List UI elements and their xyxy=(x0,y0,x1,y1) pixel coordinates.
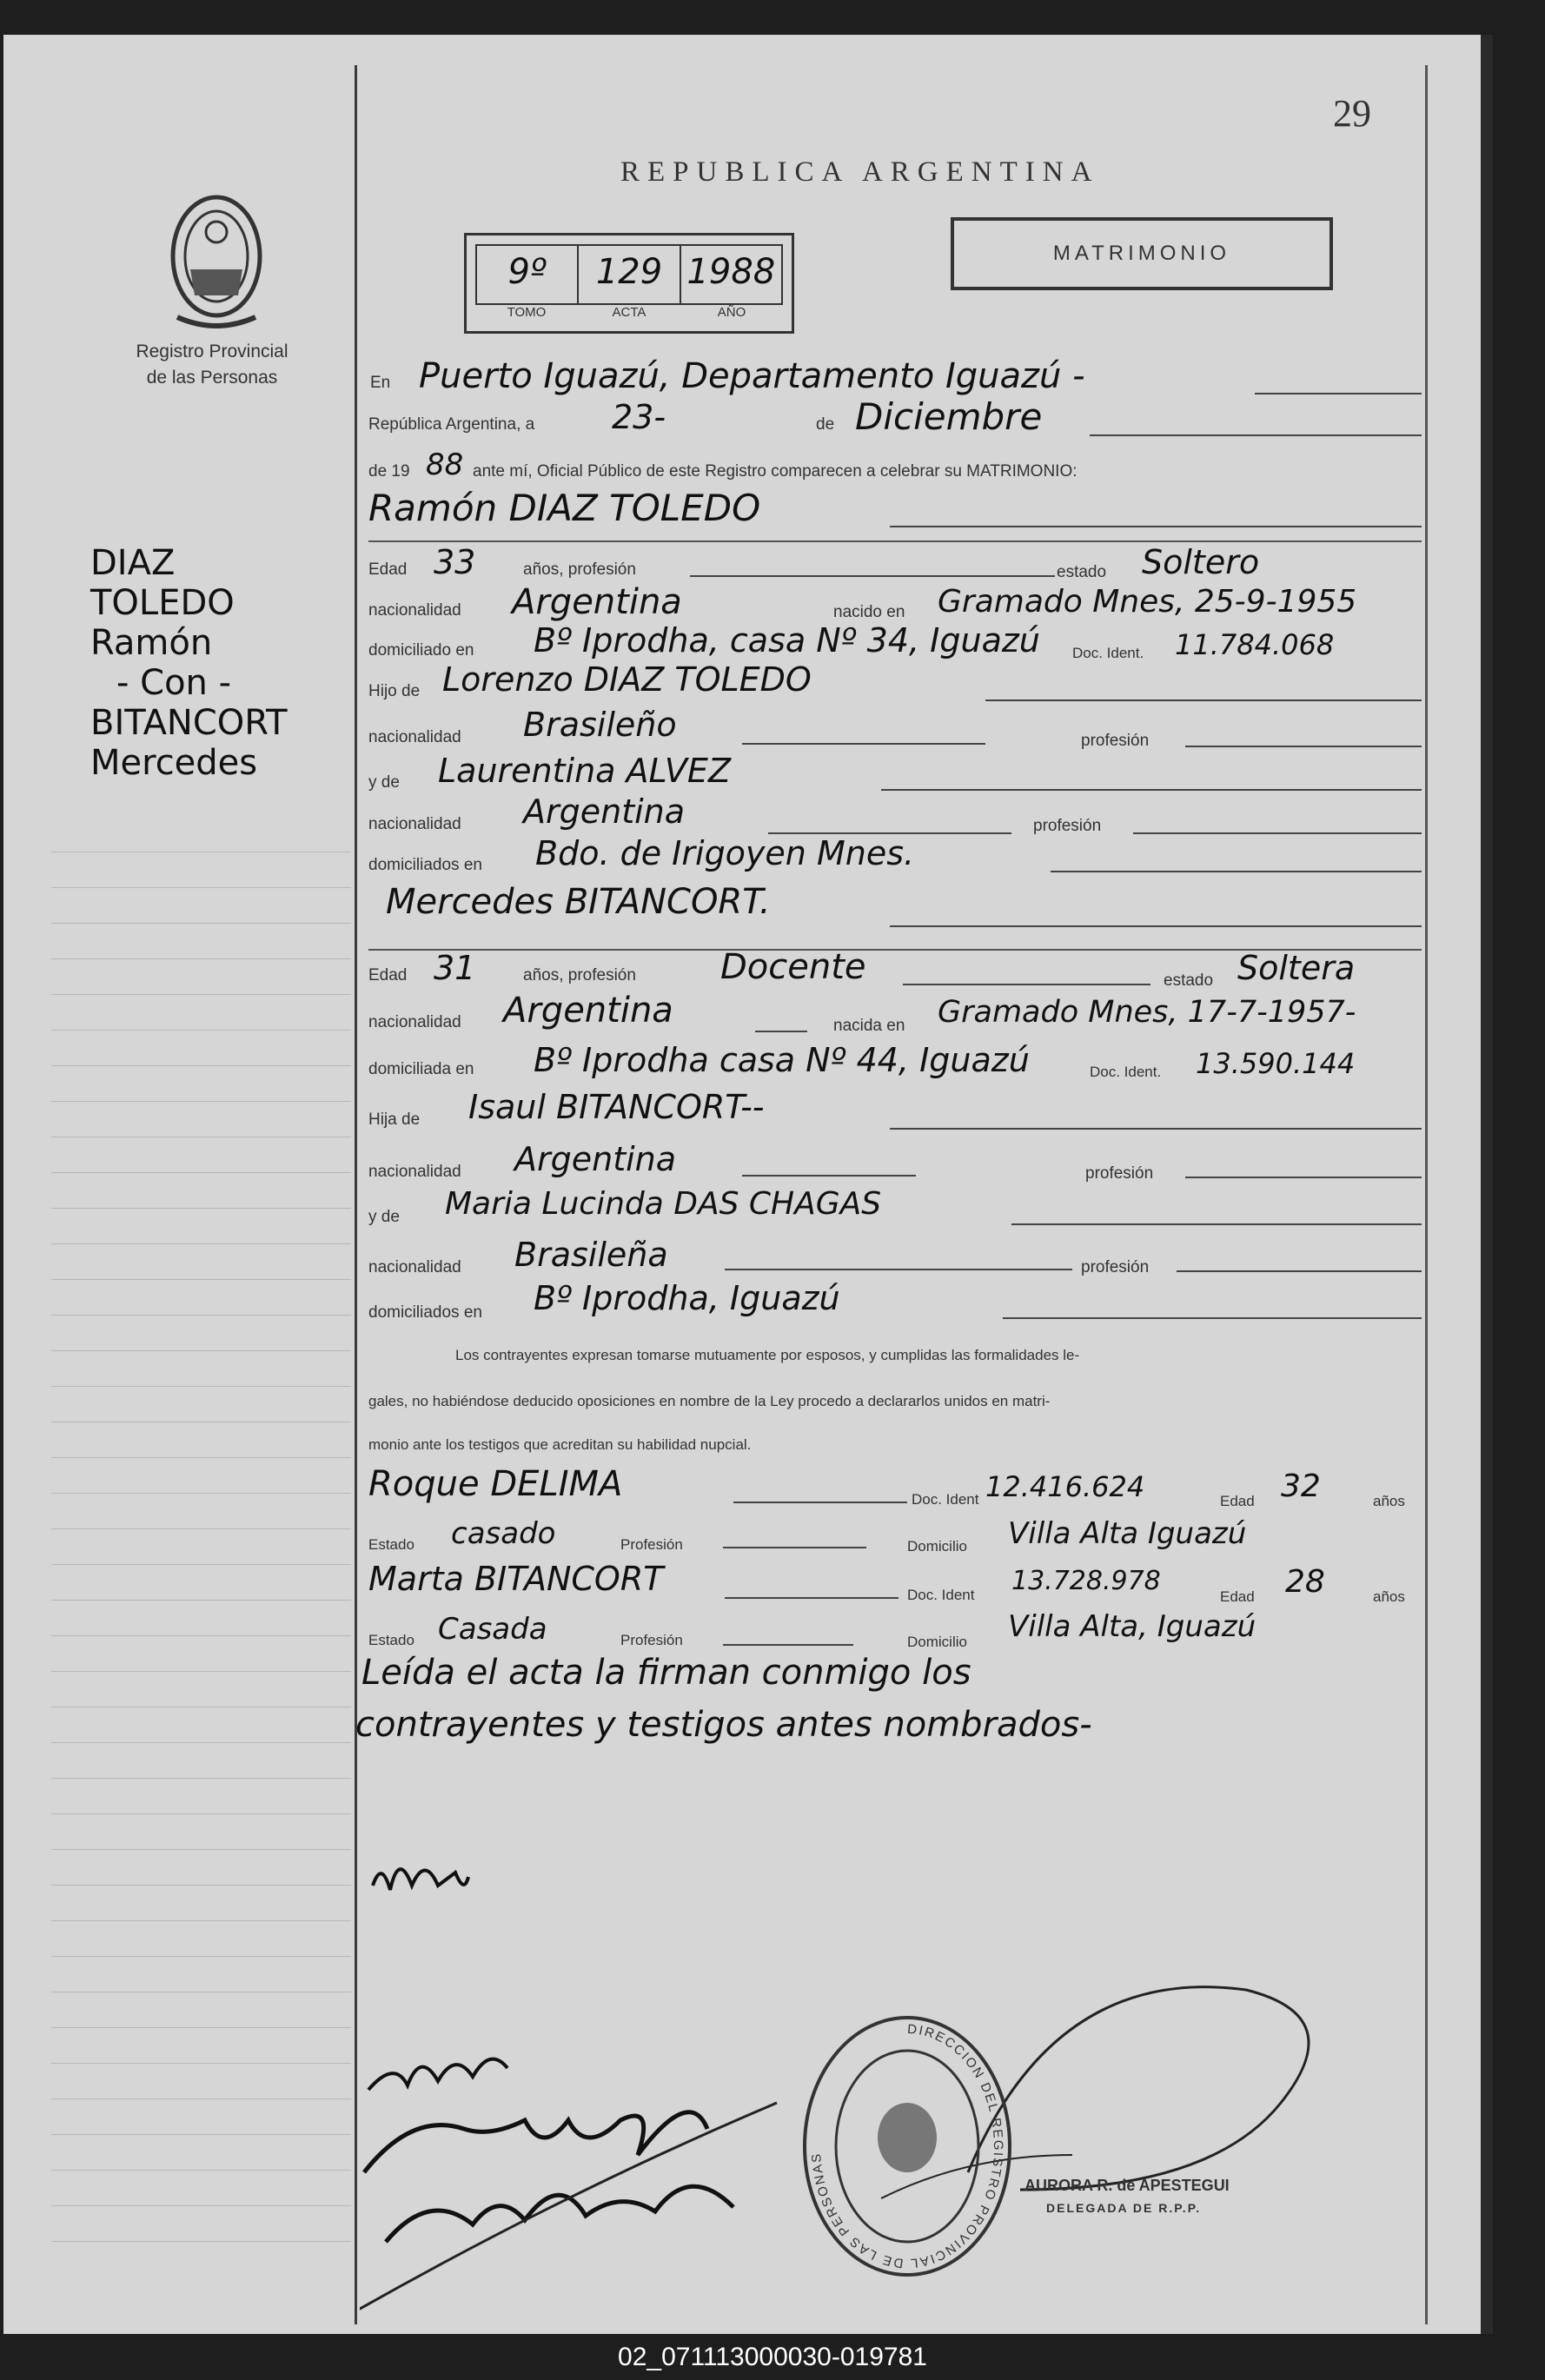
groom-father-nac-label: nacionalidad xyxy=(368,728,461,746)
margin-note-line: DIAZ xyxy=(90,543,176,583)
witness-1-estado-label: Estado xyxy=(368,1536,414,1553)
bride-domicile: Bº Iprodha casa Nº 44, Iguazú xyxy=(534,1041,1030,1079)
bride-doc-label: Doc. Ident. xyxy=(1090,1064,1162,1080)
groom-parents-dom: Bdo. de Irigoyen Mnes. xyxy=(535,834,915,872)
groom-mother-prof-label: profesión xyxy=(1033,817,1102,835)
groom-mother: Laurentina ALVEZ xyxy=(438,752,731,790)
groom-doc: 11.784.068 xyxy=(1175,628,1335,661)
bride-nacida-label: nacida en xyxy=(833,1017,905,1035)
registry-line-1: Registro Provincial xyxy=(136,341,288,361)
witness-1-dom-label: Domicilio xyxy=(907,1538,967,1555)
groom-dom-label: domiciliado en xyxy=(368,641,474,660)
bride-mother-nat: Brasileña xyxy=(514,1236,668,1274)
witness-2-prof-label: Profesión xyxy=(620,1632,683,1648)
witness-2-dom-label: Domicilio xyxy=(907,1634,967,1650)
groom-yde-label: y de xyxy=(368,773,400,792)
groom-father-nat: Brasileño xyxy=(523,706,677,744)
closing-line-2: contrayentes y testigos antes nombrados- xyxy=(355,1705,1092,1745)
groom-mother-nat: Argentina xyxy=(523,792,686,831)
declaration-line-1: Los contrayentes expresan tomarse mutuamente por esposos, y cumplidas las formalidades le- xyxy=(455,1347,1080,1363)
bride-age: 31 xyxy=(434,949,476,987)
de-label: de xyxy=(816,415,835,434)
bride-yde-label: y de xyxy=(368,1208,400,1226)
bride-hija-label: Hija de xyxy=(368,1110,421,1129)
month-value: Diciembre xyxy=(855,395,1043,438)
appearance-statement: ante mí, Oficial Público de este Registro comparecen a celebrar su MATRIMONIO: xyxy=(473,462,1078,481)
official-stamp xyxy=(794,1999,1020,2290)
witness-1-estado: casado xyxy=(451,1516,556,1551)
bride-parents-dom: Bº Iprodha, Iguazú xyxy=(534,1279,840,1317)
witness-2-estado: Casada xyxy=(438,1612,547,1647)
groom-mother-nac-label: nacionalidad xyxy=(368,815,461,833)
bride-parents-dom-label: domiciliados en xyxy=(368,1303,482,1322)
en-label: En xyxy=(370,374,391,392)
groom-domicile: Bº Iprodha, casa Nº 34, Iguazú xyxy=(534,621,1040,660)
bride-father-nac-label: nacionalidad xyxy=(368,1163,461,1181)
margin-note-line: Mercedes xyxy=(90,743,258,783)
groom-estado: Soltero xyxy=(1142,543,1260,581)
bride-father: Isaul BITANCORT-- xyxy=(468,1088,765,1126)
groom-father-prof-label: profesión xyxy=(1081,732,1150,750)
witness-2-domicile: Villa Alta, Iguazú xyxy=(1008,1609,1257,1644)
registry-label xyxy=(125,339,299,391)
bride-mother-nac-label: nacionalidad xyxy=(368,1258,461,1276)
year-prefix: de 19 xyxy=(368,462,410,481)
bride-dom-label: domiciliada en xyxy=(368,1060,474,1078)
bride-estado: Soltera xyxy=(1237,949,1356,987)
declaration-line-2: gales, no habiéndose deducido oposiciones en nombre de la Ley procedo a declararlos unidos en matri- xyxy=(368,1393,1051,1409)
bride-doc: 13.590.144 xyxy=(1196,1047,1356,1080)
place-value: Puerto Iguazú, Departamento Iguazú - xyxy=(419,356,1085,396)
witness-1-name: Roque DELIMA xyxy=(368,1464,623,1504)
bride-signature xyxy=(368,2059,507,2090)
bride-profesion-label: años, profesión xyxy=(523,966,636,984)
groom-nac-label: nacionalidad xyxy=(368,601,461,620)
republic-label: República Argentina, a xyxy=(368,415,535,434)
anio-label: AÑO xyxy=(717,305,746,320)
stamp-ring-text: DIRECCION DEL REGISTRO PROVINCIAL DE LAS PERSONAS xyxy=(809,2021,1005,2271)
stamp-official-name: AURORA R. de APESTEGUI xyxy=(1024,2177,1230,2194)
acta-value: 129 xyxy=(577,244,679,305)
tomo-value: 9º xyxy=(475,244,577,305)
witness-1-domicile: Villa Alta Iguazú xyxy=(1008,1516,1247,1551)
act-number-box xyxy=(464,233,794,334)
declaration-line-3: monio ante los testigos que acreditan su habilidad nupcial. xyxy=(368,1436,752,1453)
bride-born: Gramado Mnes, 17-7-1957- xyxy=(938,995,1356,1030)
groom-age: 33 xyxy=(434,543,476,581)
bride-nationality: Argentina xyxy=(503,991,673,1031)
bride-edad-label: Edad xyxy=(368,966,408,984)
margin-note-line: TOLEDO xyxy=(90,583,235,623)
groom-estado-label: estado xyxy=(1057,563,1107,581)
officer-signature xyxy=(373,1869,468,1890)
bride-father-nat: Argentina xyxy=(514,1140,677,1178)
bride-mother-prof-label: profesión xyxy=(1081,1258,1150,1276)
archive-id-footer: 02_071113000030-019781 xyxy=(0,2334,1545,2380)
witness-2-doc: 13.728.978 xyxy=(1011,1566,1161,1596)
province-emblem xyxy=(160,187,273,339)
tomo-label: TOMO xyxy=(507,305,547,320)
flourish xyxy=(360,2103,777,2311)
bride-estado-label: estado xyxy=(1164,971,1214,990)
witness-1-doc-label: Doc. Ident xyxy=(912,1491,979,1508)
witness-1-edad-label: Edad xyxy=(1220,1493,1255,1509)
groom-father: Lorenzo DIAZ TOLEDO xyxy=(442,660,812,699)
acta-label: ACTA xyxy=(612,305,647,320)
margin-note-line: BITANCORT xyxy=(90,703,288,743)
bride-name: Mercedes BITANCORT. xyxy=(386,882,771,922)
witness-2-anos-label: años xyxy=(1373,1588,1405,1605)
groom-signature xyxy=(364,2112,707,2172)
bride-mother: Maria Lucinda DAS CHAGAS xyxy=(445,1186,882,1222)
groom-nacido-label: nacido en xyxy=(833,603,905,621)
margin-ruled-lines xyxy=(51,817,351,2277)
country-header: REPUBLICA ARGENTINA xyxy=(620,156,1100,188)
margin-note-line: - Con - xyxy=(116,663,232,703)
groom-parents-dom-label: domiciliados en xyxy=(368,856,482,874)
witness-2-doc-label: Doc. Ident xyxy=(907,1587,975,1603)
act-type-box: MATRIMONIO xyxy=(951,217,1333,290)
page-number: 29 xyxy=(1333,92,1371,135)
witness-1-prof-label: Profesión xyxy=(620,1536,683,1553)
groom-edad-label: Edad xyxy=(368,560,408,579)
stamp-official-title: DELEGADA DE R.P.P. xyxy=(1046,2201,1202,2215)
day-value: 23- xyxy=(612,398,666,436)
margin-note-line: Ramón xyxy=(90,623,213,663)
right-border xyxy=(1425,65,1428,2324)
year-suffix: 88 xyxy=(426,447,464,482)
witness-1-anos-label: años xyxy=(1373,1493,1405,1509)
groom-doc-label: Doc. Ident. xyxy=(1072,645,1144,661)
groom-born: Gramado Mnes, 25-9-1955 xyxy=(938,584,1357,620)
margin-note xyxy=(90,543,288,783)
margin-divider xyxy=(355,65,357,2324)
bride-nac-label: nacionalidad xyxy=(368,1013,461,1031)
bride-father-prof-label: profesión xyxy=(1085,1164,1154,1183)
groom-profesion-label: años, profesión xyxy=(523,560,636,579)
closing-line-1: Leída el acta la firman conmigo los xyxy=(361,1653,971,1693)
witness-2-age: 28 xyxy=(1285,1564,1325,1600)
witness-signature xyxy=(386,2186,733,2242)
groom-hijo-label: Hijo de xyxy=(368,682,421,700)
record-page xyxy=(3,35,1493,2334)
witness-1-doc: 12.416.624 xyxy=(985,1470,1145,1503)
registry-line-2: de las Personas xyxy=(146,368,278,388)
witness-1-age: 32 xyxy=(1281,1468,1321,1504)
groom-name: Ramón DIAZ TOLEDO xyxy=(368,487,761,529)
witness-2-estado-label: Estado xyxy=(368,1632,414,1648)
bride-profession: Docente xyxy=(720,947,866,987)
witness-2-edad-label: Edad xyxy=(1220,1588,1255,1605)
anio-value: 1988 xyxy=(680,244,783,305)
witness-2-name: Marta BITANCORT xyxy=(368,1560,664,1598)
groom-nationality: Argentina xyxy=(512,582,682,622)
